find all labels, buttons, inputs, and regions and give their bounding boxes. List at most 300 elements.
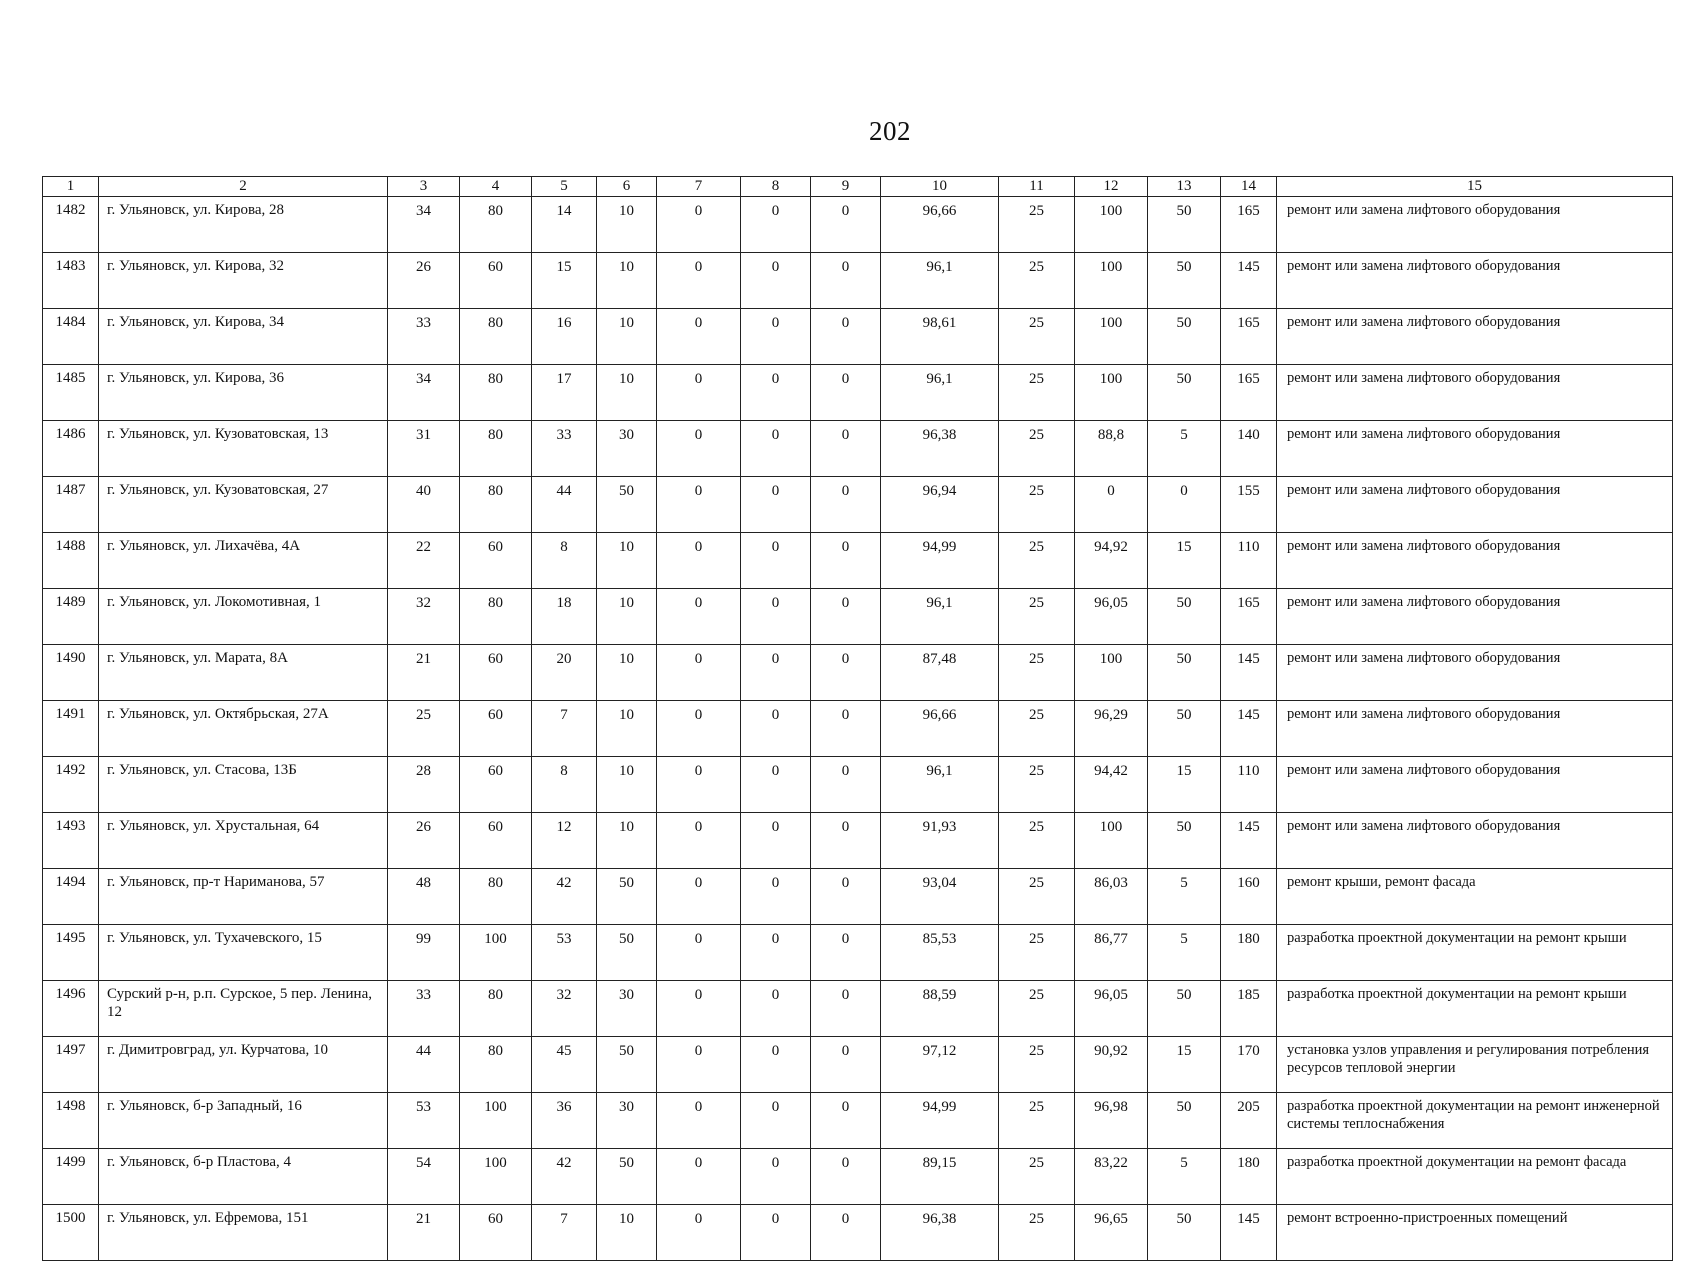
cell-col-8: 0: [741, 869, 811, 925]
cell-col-13: 50: [1148, 253, 1221, 309]
column-header: 12: [1075, 177, 1148, 197]
cell-col-12: 90,92: [1075, 1037, 1148, 1093]
row-number-cell: 1482: [43, 197, 99, 253]
cell-col-3: 32: [388, 589, 460, 645]
cell-col-13: 15: [1148, 1037, 1221, 1093]
column-number-row: [43, 177, 1673, 197]
page-number: 202: [869, 116, 911, 146]
cell-col-9: 0: [811, 869, 881, 925]
cell-col-5: 15: [532, 253, 597, 309]
cell-col-3: 34: [388, 365, 460, 421]
table-row: [43, 253, 1673, 309]
cell-col-4: 60: [460, 645, 532, 701]
row-number-cell: 1486: [43, 421, 99, 477]
work-type-cell: разработка проектной документации на ремонт крыши: [1277, 925, 1673, 981]
cell-col-7: 0: [657, 925, 741, 981]
cell-col-5: 8: [532, 757, 597, 813]
table-header: [43, 177, 1673, 197]
row-number-cell: 1493: [43, 813, 99, 869]
cell-col-13: 50: [1148, 813, 1221, 869]
cell-col-5: 14: [532, 197, 597, 253]
cell-col-11: 25: [999, 477, 1075, 533]
cell-col-10: 89,15: [881, 1149, 999, 1205]
cell-col-11: 25: [999, 309, 1075, 365]
cell-col-4: 60: [460, 533, 532, 589]
cell-col-13: 5: [1148, 421, 1221, 477]
work-type-cell: ремонт или замена лифтового оборудования: [1277, 309, 1673, 365]
cell-col-7: 0: [657, 421, 741, 477]
row-number-cell: 1483: [43, 253, 99, 309]
cell-col-9: 0: [811, 253, 881, 309]
cell-col-9: 0: [811, 197, 881, 253]
cell-col-12: 96,05: [1075, 981, 1148, 1037]
row-number-cell: 1492: [43, 757, 99, 813]
cell-col-6: 50: [597, 925, 657, 981]
cell-col-12: 94,42: [1075, 757, 1148, 813]
cell-col-4: 100: [460, 1093, 532, 1149]
cell-col-9: 0: [811, 533, 881, 589]
cell-col-6: 30: [597, 981, 657, 1037]
cell-col-4: 60: [460, 701, 532, 757]
cell-col-14: 145: [1221, 645, 1277, 701]
row-number-cell: 1494: [43, 869, 99, 925]
cell-col-8: 0: [741, 645, 811, 701]
cell-col-7: 0: [657, 1149, 741, 1205]
row-number-cell: 1489: [43, 589, 99, 645]
cell-col-7: 0: [657, 757, 741, 813]
cell-col-11: 25: [999, 365, 1075, 421]
cell-col-7: 0: [657, 365, 741, 421]
cell-col-8: 0: [741, 309, 811, 365]
cell-col-14: 165: [1221, 365, 1277, 421]
cell-col-14: 155: [1221, 477, 1277, 533]
work-type-cell: ремонт или замена лифтового оборудования: [1277, 589, 1673, 645]
cell-col-5: 42: [532, 1149, 597, 1205]
cell-col-10: 96,38: [881, 1205, 999, 1261]
cell-col-11: 25: [999, 197, 1075, 253]
cell-col-14: 205: [1221, 1093, 1277, 1149]
address-cell: г. Ульяновск, ул. Кирова, 36: [99, 365, 388, 421]
cell-col-12: 100: [1075, 365, 1148, 421]
cell-col-4: 60: [460, 1205, 532, 1261]
cell-col-13: 50: [1148, 1093, 1221, 1149]
row-number-cell: 1498: [43, 1093, 99, 1149]
cell-col-8: 0: [741, 253, 811, 309]
cell-col-7: 0: [657, 533, 741, 589]
cell-col-9: 0: [811, 309, 881, 365]
cell-col-13: 50: [1148, 1205, 1221, 1261]
cell-col-3: 54: [388, 1149, 460, 1205]
address-cell: г. Ульяновск, ул. Кузоватовская, 27: [99, 477, 388, 533]
table-row: [43, 533, 1673, 589]
address-cell: г. Ульяновск, ул. Марата, 8А: [99, 645, 388, 701]
column-header: 8: [741, 177, 811, 197]
cell-col-14: 110: [1221, 757, 1277, 813]
cell-col-12: 96,65: [1075, 1205, 1148, 1261]
work-type-cell: разработка проектной документации на ремонт крыши: [1277, 981, 1673, 1037]
column-header: 15: [1277, 177, 1673, 197]
table-row: [43, 1093, 1673, 1149]
table-row: [43, 365, 1673, 421]
cell-col-10: 96,38: [881, 421, 999, 477]
cell-col-8: 0: [741, 1093, 811, 1149]
cell-col-7: 0: [657, 477, 741, 533]
cell-col-7: 0: [657, 1093, 741, 1149]
cell-col-11: 25: [999, 981, 1075, 1037]
cell-col-11: 25: [999, 421, 1075, 477]
cell-col-11: 25: [999, 1149, 1075, 1205]
cell-col-4: 100: [460, 925, 532, 981]
cell-col-14: 145: [1221, 253, 1277, 309]
address-cell: г. Ульяновск, ул. Кирова, 34: [99, 309, 388, 365]
cell-col-5: 42: [532, 869, 597, 925]
table-row: [43, 645, 1673, 701]
column-header: 5: [532, 177, 597, 197]
cell-col-5: 45: [532, 1037, 597, 1093]
cell-col-3: 34: [388, 197, 460, 253]
work-type-cell: ремонт или замена лифтового оборудования: [1277, 701, 1673, 757]
work-type-cell: ремонт или замена лифтового оборудования: [1277, 421, 1673, 477]
address-cell: г. Ульяновск, ул. Ефремова, 151: [99, 1205, 388, 1261]
cell-col-11: 25: [999, 701, 1075, 757]
cell-col-12: 100: [1075, 253, 1148, 309]
cell-col-4: 80: [460, 365, 532, 421]
cell-col-3: 21: [388, 1205, 460, 1261]
work-type-cell: разработка проектной документации на ремонт фасада: [1277, 1149, 1673, 1205]
cell-col-13: 15: [1148, 757, 1221, 813]
cell-col-12: 0: [1075, 477, 1148, 533]
cell-col-14: 170: [1221, 1037, 1277, 1093]
table-row: [43, 1205, 1673, 1261]
cell-col-14: 180: [1221, 925, 1277, 981]
cell-col-11: 25: [999, 1205, 1075, 1261]
address-cell: г. Ульяновск, ул. Стасова, 13Б: [99, 757, 388, 813]
cell-col-4: 80: [460, 477, 532, 533]
address-cell: г. Ульяновск, ул. Кузоватовская, 13: [99, 421, 388, 477]
row-number-cell: 1500: [43, 1205, 99, 1261]
table-row: [43, 701, 1673, 757]
cell-col-4: 80: [460, 309, 532, 365]
cell-col-6: 50: [597, 477, 657, 533]
cell-col-10: 96,94: [881, 477, 999, 533]
cell-col-8: 0: [741, 981, 811, 1037]
cell-col-8: 0: [741, 1205, 811, 1261]
cell-col-3: 53: [388, 1093, 460, 1149]
cell-col-12: 94,92: [1075, 533, 1148, 589]
cell-col-5: 53: [532, 925, 597, 981]
cell-col-14: 185: [1221, 981, 1277, 1037]
cell-col-13: 5: [1148, 1149, 1221, 1205]
cell-col-9: 0: [811, 477, 881, 533]
column-header: 13: [1148, 177, 1221, 197]
cell-col-7: 0: [657, 981, 741, 1037]
work-type-cell: ремонт или замена лифтового оборудования: [1277, 253, 1673, 309]
cell-col-10: 93,04: [881, 869, 999, 925]
cell-col-12: 96,29: [1075, 701, 1148, 757]
cell-col-4: 60: [460, 813, 532, 869]
table-row: [43, 197, 1673, 253]
cell-col-10: 96,66: [881, 701, 999, 757]
cell-col-6: 10: [597, 813, 657, 869]
cell-col-14: 180: [1221, 1149, 1277, 1205]
cell-col-3: 31: [388, 421, 460, 477]
cell-col-6: 10: [597, 589, 657, 645]
cell-col-5: 18: [532, 589, 597, 645]
cell-col-3: 26: [388, 253, 460, 309]
cell-col-3: 22: [388, 533, 460, 589]
address-cell: Сурский р-н, р.п. Сурское, 5 пер. Ленина, 12: [99, 981, 388, 1037]
cell-col-6: 10: [597, 1205, 657, 1261]
cell-col-11: 25: [999, 253, 1075, 309]
row-number-cell: 1497: [43, 1037, 99, 1093]
table-row: [43, 813, 1673, 869]
cell-col-6: 10: [597, 197, 657, 253]
cell-col-4: 80: [460, 197, 532, 253]
cell-col-14: 165: [1221, 309, 1277, 365]
cell-col-11: 25: [999, 925, 1075, 981]
cell-col-8: 0: [741, 757, 811, 813]
cell-col-9: 0: [811, 589, 881, 645]
cell-col-13: 15: [1148, 533, 1221, 589]
cell-col-13: 50: [1148, 981, 1221, 1037]
address-cell: г. Ульяновск, ул. Кирова, 28: [99, 197, 388, 253]
cell-col-3: 48: [388, 869, 460, 925]
row-number-cell: 1485: [43, 365, 99, 421]
cell-col-14: 145: [1221, 813, 1277, 869]
cell-col-5: 20: [532, 645, 597, 701]
address-cell: г. Ульяновск, ул. Лихачёва, 4А: [99, 533, 388, 589]
cell-col-12: 100: [1075, 197, 1148, 253]
cell-col-10: 96,66: [881, 197, 999, 253]
cell-col-3: 28: [388, 757, 460, 813]
work-type-cell: ремонт крыши, ремонт фасада: [1277, 869, 1673, 925]
cell-col-12: 100: [1075, 813, 1148, 869]
cell-col-12: 86,03: [1075, 869, 1148, 925]
cell-col-14: 140: [1221, 421, 1277, 477]
cell-col-14: 145: [1221, 1205, 1277, 1261]
cell-col-7: 0: [657, 701, 741, 757]
cell-col-11: 25: [999, 869, 1075, 925]
cell-col-10: 91,93: [881, 813, 999, 869]
cell-col-9: 0: [811, 981, 881, 1037]
row-number-cell: 1499: [43, 1149, 99, 1205]
table-row: [43, 869, 1673, 925]
cell-col-6: 10: [597, 701, 657, 757]
cell-col-9: 0: [811, 365, 881, 421]
work-type-cell: ремонт или замена лифтового оборудования: [1277, 813, 1673, 869]
cell-col-3: 44: [388, 1037, 460, 1093]
cell-col-11: 25: [999, 533, 1075, 589]
cell-col-13: 5: [1148, 925, 1221, 981]
cell-col-8: 0: [741, 477, 811, 533]
cell-col-5: 32: [532, 981, 597, 1037]
cell-col-13: 50: [1148, 645, 1221, 701]
cell-col-6: 50: [597, 1149, 657, 1205]
cell-col-7: 0: [657, 589, 741, 645]
table-body: [43, 197, 1673, 1261]
cell-col-10: 94,99: [881, 1093, 999, 1149]
cell-col-14: 160: [1221, 869, 1277, 925]
cell-col-11: 25: [999, 589, 1075, 645]
cell-col-13: 50: [1148, 589, 1221, 645]
cell-col-13: 50: [1148, 701, 1221, 757]
cell-col-6: 30: [597, 1093, 657, 1149]
cell-col-7: 0: [657, 1205, 741, 1261]
address-cell: г. Ульяновск, б-р Пластова, 4: [99, 1149, 388, 1205]
cell-col-10: 96,1: [881, 757, 999, 813]
cell-col-7: 0: [657, 869, 741, 925]
cell-col-3: 26: [388, 813, 460, 869]
cell-col-6: 10: [597, 365, 657, 421]
table-row: [43, 309, 1673, 365]
cell-col-11: 25: [999, 1093, 1075, 1149]
cell-col-8: 0: [741, 813, 811, 869]
cell-col-12: 86,77: [1075, 925, 1148, 981]
cell-col-5: 12: [532, 813, 597, 869]
cell-col-12: 96,05: [1075, 589, 1148, 645]
cell-col-10: 96,1: [881, 365, 999, 421]
row-number-cell: 1496: [43, 981, 99, 1037]
work-type-cell: ремонт или замена лифтового оборудования: [1277, 533, 1673, 589]
cell-col-11: 25: [999, 813, 1075, 869]
column-header: 2: [99, 177, 388, 197]
cell-col-4: 80: [460, 421, 532, 477]
table-row: [43, 1149, 1673, 1205]
address-cell: г. Ульяновск, ул. Кирова, 32: [99, 253, 388, 309]
column-header: 4: [460, 177, 532, 197]
cell-col-9: 0: [811, 1093, 881, 1149]
cell-col-8: 0: [741, 701, 811, 757]
address-cell: г. Ульяновск, ул. Октябрьская, 27А: [99, 701, 388, 757]
cell-col-8: 0: [741, 533, 811, 589]
cell-col-5: 8: [532, 533, 597, 589]
cell-col-5: 7: [532, 1205, 597, 1261]
cell-col-10: 85,53: [881, 925, 999, 981]
work-type-cell: установка узлов управления и регулирования потребления ресурсов тепловой энергии: [1277, 1037, 1673, 1093]
cell-col-9: 0: [811, 421, 881, 477]
table-row: [43, 757, 1673, 813]
cell-col-5: 7: [532, 701, 597, 757]
cell-col-14: 110: [1221, 533, 1277, 589]
cell-col-12: 100: [1075, 309, 1148, 365]
work-type-cell: ремонт или замена лифтового оборудования: [1277, 645, 1673, 701]
cell-col-5: 36: [532, 1093, 597, 1149]
cell-col-9: 0: [811, 1205, 881, 1261]
cell-col-11: 25: [999, 1037, 1075, 1093]
cell-col-7: 0: [657, 309, 741, 365]
cell-col-3: 25: [388, 701, 460, 757]
cell-col-10: 98,61: [881, 309, 999, 365]
cell-col-4: 60: [460, 253, 532, 309]
cell-col-5: 17: [532, 365, 597, 421]
column-header: 6: [597, 177, 657, 197]
cell-col-13: 50: [1148, 365, 1221, 421]
cell-col-12: 100: [1075, 645, 1148, 701]
cell-col-3: 21: [388, 645, 460, 701]
cell-col-8: 0: [741, 925, 811, 981]
cell-col-6: 50: [597, 1037, 657, 1093]
row-number-cell: 1487: [43, 477, 99, 533]
table-row: [43, 981, 1673, 1037]
cell-col-8: 0: [741, 365, 811, 421]
cell-col-7: 0: [657, 813, 741, 869]
cell-col-6: 10: [597, 309, 657, 365]
address-cell: г. Ульяновск, б-р Западный, 16: [99, 1093, 388, 1149]
cell-col-7: 0: [657, 645, 741, 701]
cell-col-9: 0: [811, 701, 881, 757]
address-cell: г. Ульяновск, ул. Хрустальная, 64: [99, 813, 388, 869]
cell-col-8: 0: [741, 1149, 811, 1205]
cell-col-9: 0: [811, 813, 881, 869]
address-cell: г. Димитровград, ул. Курчатова, 10: [99, 1037, 388, 1093]
cell-col-6: 10: [597, 757, 657, 813]
cell-col-6: 30: [597, 421, 657, 477]
cell-col-3: 33: [388, 981, 460, 1037]
work-type-cell: ремонт или замена лифтового оборудования: [1277, 365, 1673, 421]
cell-col-5: 44: [532, 477, 597, 533]
column-header: 10: [881, 177, 999, 197]
cell-col-7: 0: [657, 197, 741, 253]
table-row: [43, 1037, 1673, 1093]
cell-col-6: 50: [597, 869, 657, 925]
table-row: [43, 477, 1673, 533]
column-header: 14: [1221, 177, 1277, 197]
cell-col-10: 88,59: [881, 981, 999, 1037]
cell-col-12: 96,98: [1075, 1093, 1148, 1149]
table-row: [43, 421, 1673, 477]
cell-col-7: 0: [657, 1037, 741, 1093]
cell-col-13: 50: [1148, 309, 1221, 365]
cell-col-8: 0: [741, 589, 811, 645]
cell-col-9: 0: [811, 1149, 881, 1205]
cell-col-11: 25: [999, 757, 1075, 813]
row-number-cell: 1491: [43, 701, 99, 757]
work-type-cell: разработка проектной документации на ремонт инженерной системы теплоснабжения: [1277, 1093, 1673, 1149]
cell-col-9: 0: [811, 757, 881, 813]
work-type-cell: ремонт встроенно-пристроенных помещений: [1277, 1205, 1673, 1261]
column-header: 1: [43, 177, 99, 197]
address-cell: г. Ульяновск, ул. Локомотивная, 1: [99, 589, 388, 645]
cell-col-14: 165: [1221, 197, 1277, 253]
register-table: [42, 176, 1673, 1261]
cell-col-9: 0: [811, 645, 881, 701]
cell-col-3: 33: [388, 309, 460, 365]
cell-col-14: 145: [1221, 701, 1277, 757]
column-header: 3: [388, 177, 460, 197]
cell-col-6: 10: [597, 533, 657, 589]
cell-col-14: 165: [1221, 589, 1277, 645]
cell-col-8: 0: [741, 1037, 811, 1093]
cell-col-5: 16: [532, 309, 597, 365]
address-cell: г. Ульяновск, ул. Тухачевского, 15: [99, 925, 388, 981]
cell-col-4: 100: [460, 1149, 532, 1205]
cell-col-10: 97,12: [881, 1037, 999, 1093]
cell-col-4: 60: [460, 757, 532, 813]
cell-col-10: 87,48: [881, 645, 999, 701]
cell-col-8: 0: [741, 197, 811, 253]
address-cell: г. Ульяновск, пр-т Нариманова, 57: [99, 869, 388, 925]
cell-col-13: 5: [1148, 869, 1221, 925]
cell-col-4: 80: [460, 869, 532, 925]
row-number-cell: 1488: [43, 533, 99, 589]
row-number-cell: 1490: [43, 645, 99, 701]
cell-col-7: 0: [657, 253, 741, 309]
work-type-cell: ремонт или замена лифтового оборудования: [1277, 197, 1673, 253]
cell-col-13: 50: [1148, 197, 1221, 253]
cell-col-4: 80: [460, 589, 532, 645]
cell-col-12: 83,22: [1075, 1149, 1148, 1205]
cell-col-10: 96,1: [881, 253, 999, 309]
